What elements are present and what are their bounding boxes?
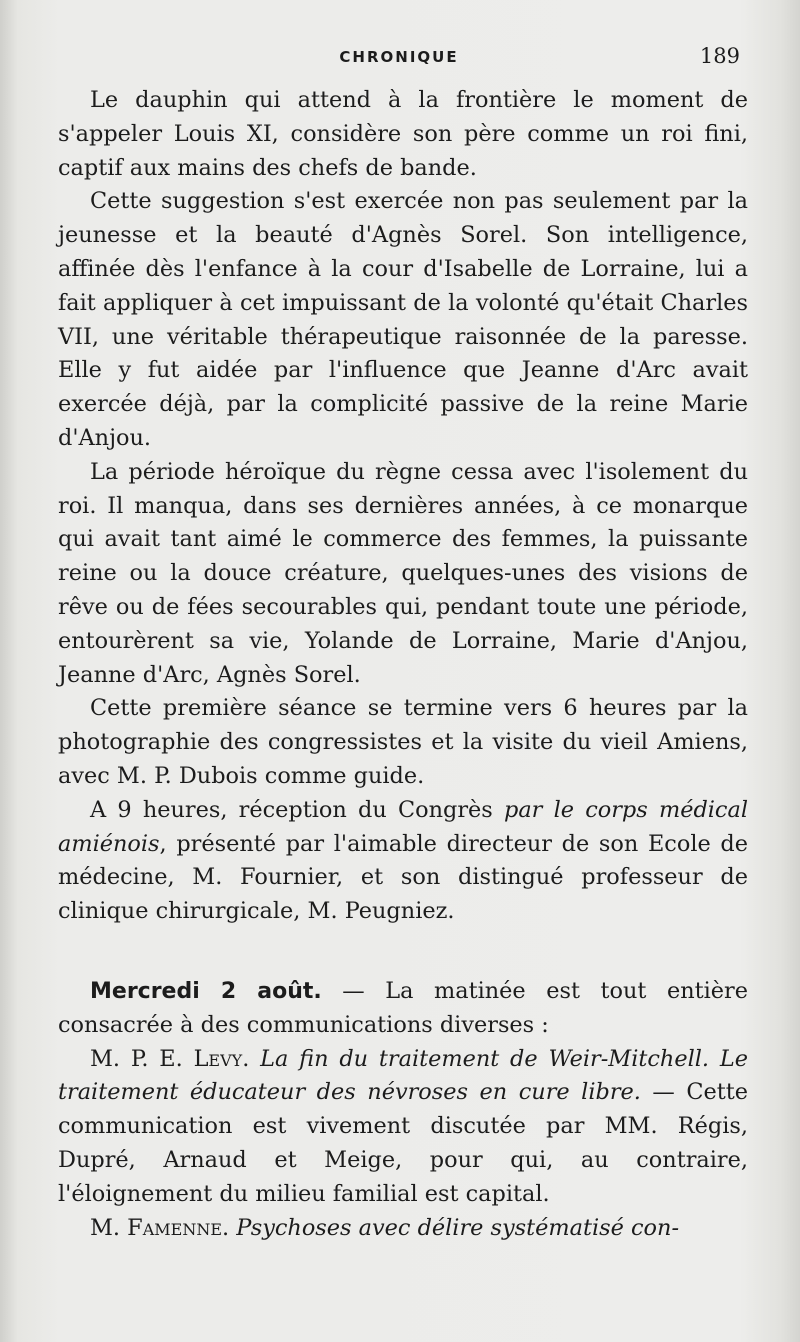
reception-italic: par le corps médical amiénois: [58, 796, 748, 857]
session-date: Mercredi 2 août.: [90, 978, 322, 1004]
paragraph-periode-heroique: La période héroïque du règne cessa avec l'isolement du roi. Il manqua, dans ses dernières années, à ce monarque qui avait tant aimé le commerce des femmes, la puissante reine ou la douce créature, quelques-unes des visions de rêve ou de fées secourables qui, pendant toute une période, entourèrent sa vie, Yolande de Lorraine, Marie d'Anjou, Jeanne d'Arc, Agnès Sorel.: [58, 458, 748, 688]
body-text: [58, 84, 748, 1245]
famenne-name: Famenne: [127, 1214, 223, 1241]
famenne-initials: M.: [90, 1214, 128, 1241]
levy-name: Levy: [193, 1045, 243, 1072]
paragraph-suggestion: Cette suggestion s'est exercée non pas seulement par la jeunesse et la beauté d'Agnès Sorel. Son intelligence, affinée dès l'enfance à la cour d'Isabelle de Lorraine, lui a fait appliquer à cet impuissant de la volonté qu'était Charles VII, une véritable thérapeutique raisonnée de la paresse. Elle y fut aidée par l'influence que Jeanne d'Arc avait exercée déjà, par la complicité passive de la reine Marie d'Anjou.: [58, 188, 748, 451]
levy-title: La fin du traitement de Weir-Mitchell. Le traitement éducateur des névroses en cure libre.: [58, 1045, 748, 1106]
levy-discussion: — Cette communication est vivement discutée par MM. Régis, Dupré, Arnaud et Meige, pour qui, au contraire, l'éloignement du milieu familial est capital.: [58, 1079, 748, 1207]
paragraph-famenne: [58, 1212, 748, 1246]
page-number: 189: [699, 44, 740, 68]
levy-initials: M. P. E.: [90, 1045, 194, 1072]
paragraph-levy: [58, 1043, 748, 1212]
levy-separator: .: [242, 1045, 261, 1072]
paragraph-dauphin: Le dauphin qui attend à la frontière le moment de s'appeler Louis XI, considère son père comme un roi fini, captif aux mains des chefs de bande.: [58, 87, 748, 181]
reception-text-end: , présenté par l'aimable directeur de son Ecole de médecine, M. Fournier, et son distingué professeur de clinique chirurgicale, M. Peugniez.: [58, 830, 748, 925]
paragraph-mercredi: [58, 975, 748, 1043]
famenne-separator: .: [222, 1214, 237, 1241]
famenne-title: Psychoses avec délire systématisé con-: [236, 1214, 680, 1241]
paragraph-reception: [58, 794, 748, 929]
session-intro: — La matinée est tout entière consacrée à des communications diverses :: [58, 977, 748, 1038]
reception-text-start: A 9 heures, réception du Congrès: [90, 796, 504, 823]
page-header: [58, 44, 740, 74]
paragraph-premiere-seance: Cette première séance se termine vers 6 heures par la photographie des congressistes et la visite du vieil Amiens, avec M. P. Dubois comme guide.: [58, 695, 748, 789]
running-head: CHRONIQUE: [339, 48, 459, 66]
